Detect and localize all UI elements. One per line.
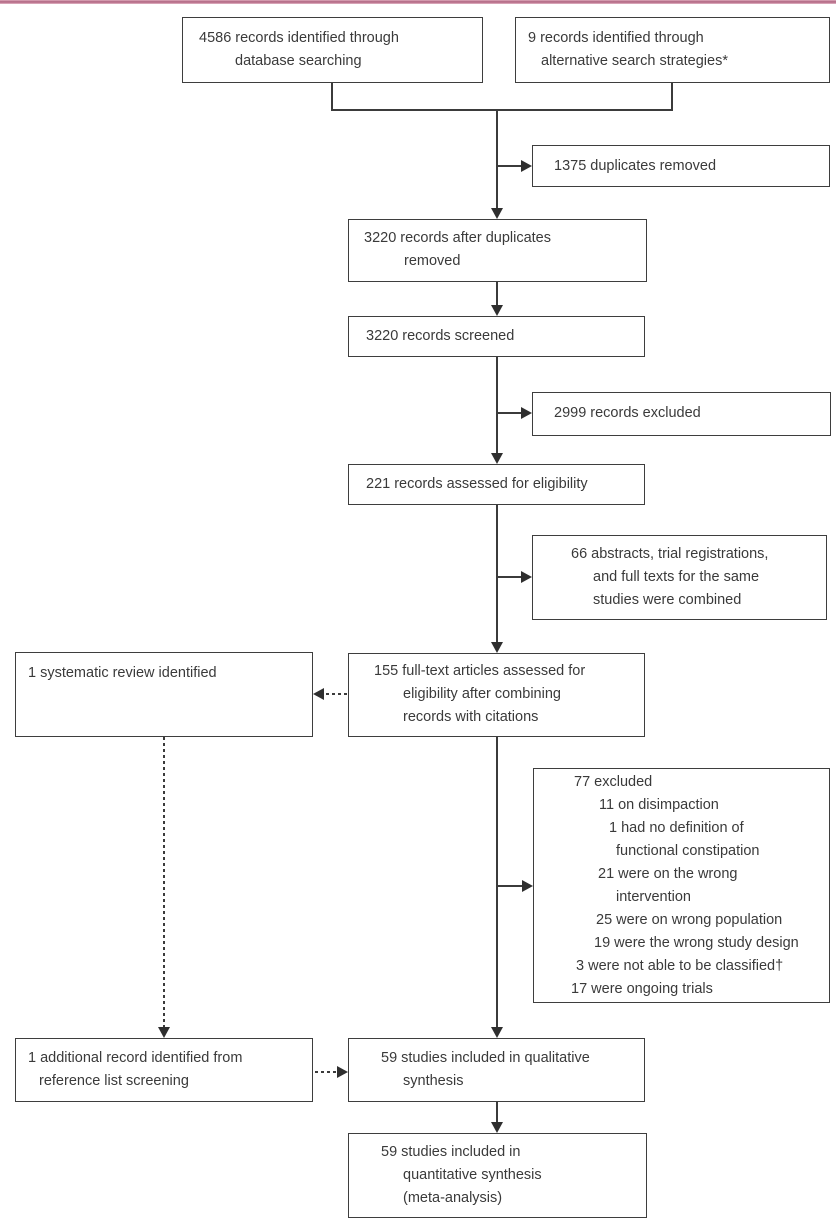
dashed-connector-additional-to-qual	[315, 1071, 338, 1073]
box-text-line: 59 studies included in qualitative	[381, 1050, 590, 1066]
connector-main-2	[496, 282, 498, 306]
box-text-line: 66 abstracts, trial registrations,	[571, 546, 769, 562]
dashed-connector-sysreview-down	[163, 737, 165, 1028]
box-text-line: reference list screening	[39, 1073, 189, 1089]
connector-branch-excluded	[496, 412, 522, 414]
box-text-line: 1375 duplicates removed	[554, 158, 717, 174]
box-text-line: records with citations	[403, 709, 539, 725]
flow-box-included-qualitative	[348, 1038, 645, 1102]
box-text-line: database searching	[235, 53, 362, 69]
arrowhead-to-duplicates-icon	[521, 160, 532, 172]
connector-branch-duplicates	[496, 165, 522, 167]
flow-box-fulltext-assessed	[348, 653, 645, 737]
box-text-line: 21 were on the wrong	[598, 866, 738, 882]
box-text-line: 1 additional record identified from	[28, 1050, 243, 1066]
box-text-line: removed	[404, 253, 461, 269]
connector-main-1	[496, 109, 498, 209]
flow-box-systematic-review-identified	[15, 652, 313, 737]
arrowhead-to-afterdup-icon	[491, 208, 503, 219]
connector-merge-horizontal	[331, 109, 673, 111]
flow-box-records-identified-alternative	[515, 17, 830, 83]
box-text-line: 3220 records after duplicates	[364, 230, 551, 246]
box-text-line: intervention	[616, 889, 691, 905]
flow-box-additional-record-identified	[15, 1038, 313, 1102]
box-text-line: alternative search strategies*	[541, 53, 728, 69]
connector-main-5	[496, 737, 498, 1028]
flow-box-records-screened	[348, 316, 645, 357]
box-text-line: 155 full-text articles assessed for	[374, 663, 586, 679]
flow-box-records-assessed-eligibility	[348, 464, 645, 505]
box-text-line: 25 were on wrong population	[596, 912, 783, 928]
box-text-line: 1 systematic review identified	[28, 665, 217, 681]
box-text-line: 4586 records identified through	[199, 30, 399, 46]
box-text-line: 9 records identified through	[528, 30, 704, 46]
arrowhead-to-sysreview-icon	[313, 688, 324, 700]
box-text-line: studies were combined	[593, 592, 742, 608]
arrowhead-additional-to-qual-icon	[337, 1066, 348, 1078]
flow-box-fulltext-excluded-reasons	[533, 768, 830, 1003]
box-text-line: quantitative synthesis	[403, 1167, 542, 1183]
arrowhead-to-excluded-icon	[521, 407, 532, 419]
dashed-connector-to-sysreview	[326, 693, 348, 695]
connector-main-3	[496, 357, 498, 454]
flow-box-records-identified-database	[182, 17, 483, 83]
box-text-line: 77 excluded	[574, 774, 653, 790]
box-text-line: 17 were ongoing trials	[571, 981, 713, 997]
arrowhead-to-additional-icon	[158, 1027, 170, 1038]
box-text-line: and full texts for the same	[593, 569, 760, 585]
arrowhead-to-fulltext-icon	[491, 642, 503, 653]
arrowhead-to-assessed-icon	[491, 453, 503, 464]
connector-db-down	[331, 83, 333, 111]
box-text-line: 221 records assessed for eligibility	[366, 476, 588, 492]
box-text-line: synthesis	[403, 1073, 464, 1089]
connector-alt-down	[671, 83, 673, 111]
flow-box-duplicates-removed	[532, 145, 830, 187]
box-text-line: 59 studies included in	[381, 1144, 521, 1160]
flow-box-records-combined	[532, 535, 827, 620]
arrowhead-to-quantitative-icon	[491, 1122, 503, 1133]
box-text-line: functional constipation	[616, 843, 760, 859]
arrowhead-to-screened-icon	[491, 305, 503, 316]
connector-branch-77excluded	[496, 885, 523, 887]
box-text-line: eligibility after combining	[403, 686, 561, 702]
arrowhead-to-77excluded-icon	[522, 880, 533, 892]
box-text-line: 1 had no definition of	[609, 820, 744, 836]
flow-box-records-after-duplicates	[348, 219, 647, 282]
box-text-line: 3220 records screened	[366, 328, 515, 344]
accent-top-rule	[0, 0, 836, 4]
box-text-line: 2999 records excluded	[554, 405, 701, 421]
arrowhead-to-qualitative-icon	[491, 1027, 503, 1038]
flow-box-included-quantitative	[348, 1133, 647, 1218]
arrowhead-to-combined-icon	[521, 571, 532, 583]
connector-main-6	[496, 1102, 498, 1123]
connector-main-4	[496, 505, 498, 643]
box-text-line: 11 on disimpaction	[599, 797, 719, 813]
box-text-line: 19 were the wrong study design	[594, 935, 799, 951]
box-text-line: (meta-analysis)	[403, 1190, 503, 1206]
box-text-line: 3 were not able to be classified†	[576, 958, 784, 974]
connector-branch-combined	[496, 576, 522, 578]
flow-box-records-excluded	[532, 392, 831, 436]
